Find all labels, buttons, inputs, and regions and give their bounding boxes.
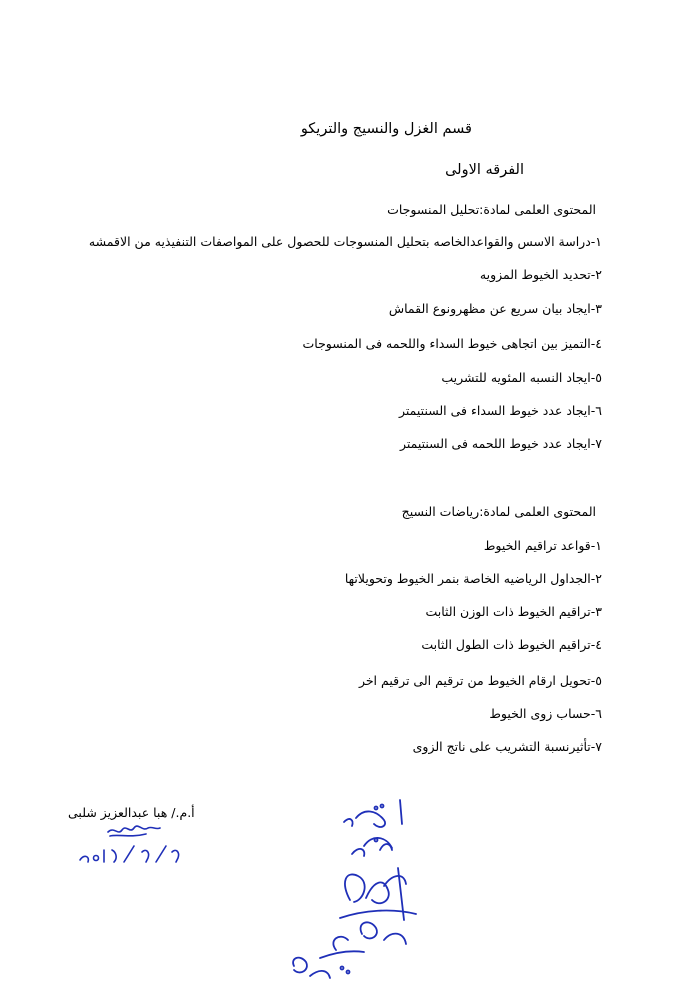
department-title: قسم الغزل والنسيج والتريكو [300,121,472,137]
list-item: ٢-الجداول الرياضيه الخاصة بنمر الخيوط وتحويلاتها [344,571,602,586]
list-item: ٥-ايجاد النسبه المئويه للتشريب [441,370,602,385]
list-item: ٣-تراقيم الخيوط ذات الوزن الثابت [425,604,602,619]
list-item: ١-دراسة الاسس والقواعدالخاصه بتحليل المنسوجات للحصول على المواصفات التنفيذيه من الاقمشه [88,234,602,249]
list-item: ٦-ايجاد عدد خيوط السداء فى السنتيمتر [399,403,602,418]
year-title: الفرقه الاولى [445,162,524,178]
author-name: أ.م./ هبا عبدالعزيز شلبى [68,805,195,820]
list-item: ٤-تراقيم الخيوط ذات الطول الثابت [421,637,602,652]
list-item: ٤-التميز بين اتجاهى خيوط السداء واللحمه فى المنسوجات [302,336,602,351]
list-item: ٢-تحديد الخيوط المزويه [479,267,602,282]
list-item: ١-قواعد تراقيم الخيوط [483,538,602,553]
section-heading-textile-analysis: المحتوى العلمى لمادة:تحليل المنسوجات [387,202,596,217]
signature-date-icon [60,818,200,868]
list-item: ٦-حساب زوى الخيوط [489,706,602,721]
section-heading-textile-mathematics: المحتوى العلمى لمادة:رياضات النسيج [401,504,596,519]
list-item: ٣-ايجاد بيان سريع عن مظهرونوع القماش [388,301,602,316]
list-item: ٧-تأثيرنسبة التشريب على ناتج الزوى [412,739,602,754]
signature-stamp-icon [280,790,450,990]
list-item: ٧-ايجاد عدد خيوط اللحمه فى السنتيمتر [399,436,602,451]
list-item: ٥-تحويل ارقام الخيوط من ترقيم الى ترقيم اخر [358,673,602,688]
